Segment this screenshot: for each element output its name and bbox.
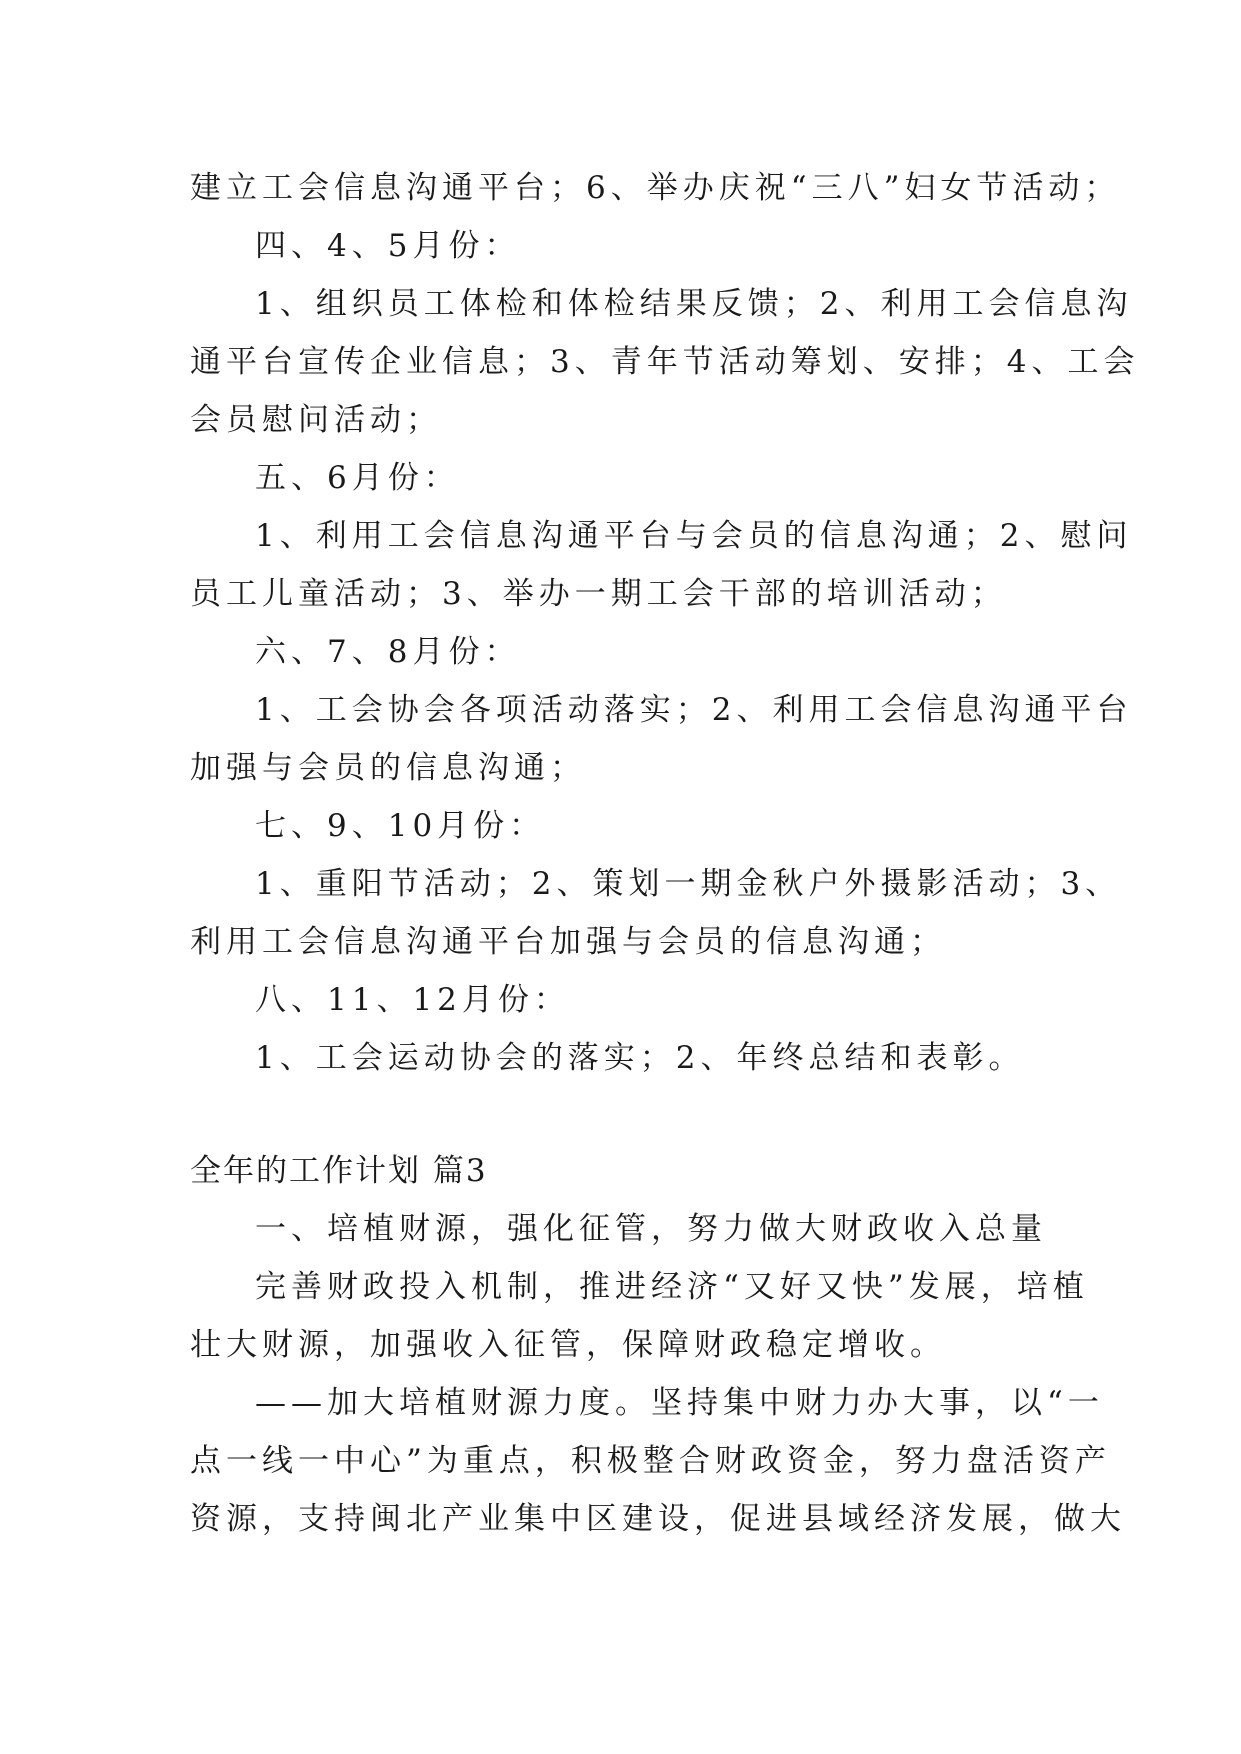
paragraph-line: 1、工会运动协会的落实；2、年终总结和表彰。	[255, 1040, 1025, 1076]
paragraph-line: ——加大培植财源力度。坚持集中财力办大事，以“一	[255, 1385, 1104, 1421]
section-heading: 八、11、12月份：	[255, 982, 570, 1018]
paragraph-line: 1、利用工会信息沟通平台与会员的信息沟通；2、慰问	[255, 518, 1133, 554]
paragraph-line: 壮大财源，加强收入征管，保障财政稳定增收。	[190, 1327, 946, 1363]
paragraph-line: 1、工会协会各项活动落实；2、利用工会信息沟通平台	[255, 692, 1133, 728]
section-heading: 六、7、8月份：	[255, 634, 521, 670]
section-heading: 一、培植财源，强化征管，努力做大财政收入总量	[255, 1211, 1047, 1247]
paragraph-line: 点一线一中心”为重点，积极整合财政资金，努力盘活资产	[190, 1443, 1111, 1479]
section-heading: 五、6月份：	[255, 460, 460, 496]
paragraph-line: 员工儿童活动；3、举办一期工会干部的培训活动；	[190, 576, 1007, 612]
section-heading: 四、4、5月份：	[255, 228, 521, 264]
paragraph-line: 完善财政投入机制，推进经济“又好又快”发展，培植	[255, 1269, 1089, 1305]
paragraph-line: 会员慰问活动；	[190, 402, 442, 438]
paragraph-line: 利用工会信息沟通平台加强与会员的信息沟通；	[190, 924, 946, 960]
paragraph-line: 建立工会信息沟通平台；6、举办庆祝“三八”妇女节活动；	[190, 170, 1121, 206]
section-heading: 七、9、10月份：	[255, 808, 546, 844]
article-title: 全年的工作计划 篇3	[190, 1153, 488, 1189]
paragraph-line: 1、组织员工体检和体检结果反馈；2、利用工会信息沟	[255, 286, 1133, 322]
paragraph-line: 加强与会员的信息沟通；	[190, 750, 586, 786]
paragraph-line: 通平台宣传企业信息；3、青年节活动筹划、安排；4、工会	[190, 344, 1140, 380]
paragraph-line: 1、重阳节活动；2、策划一期金秋户外摄影活动；3、	[255, 866, 1122, 902]
paragraph-line: 资源，支持闽北产业集中区建设，促进县域经济发展，做大	[190, 1501, 1126, 1537]
